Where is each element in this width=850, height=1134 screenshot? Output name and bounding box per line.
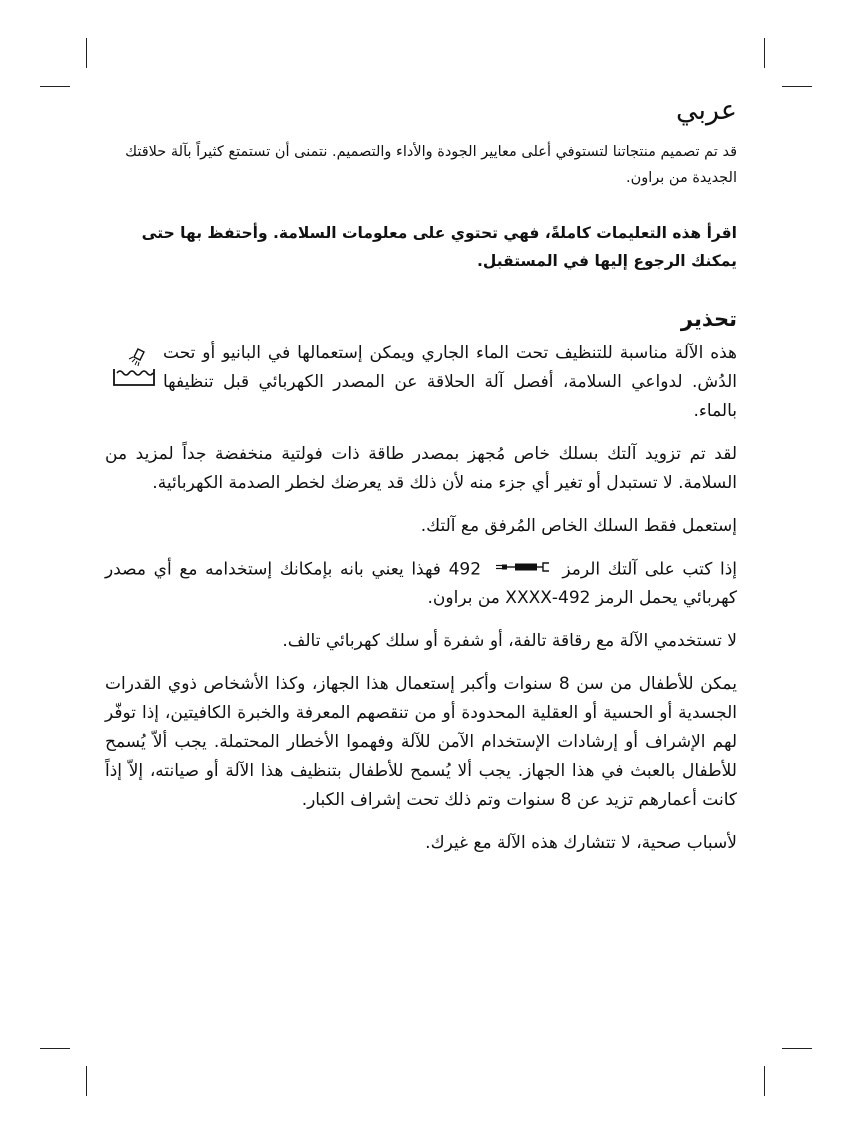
read-instructions-notice: اقرأ هذه التعليمات كاملةً، فهي تحتوي على معلومات السلامة. وأحتفظ بها حتى يمكنك الرجوع إليها في المستقبل.	[141, 224, 737, 271]
arabic-instructions-section	[105, 95, 737, 872]
crop-mark-top-left-horizontal	[40, 86, 70, 87]
washable-warning-row	[105, 339, 737, 426]
crop-mark-bottom-right-vertical	[764, 1066, 765, 1096]
cord-supply-paragraph: لقد تم تزويد آلتك بسلك خاص مُجهز بمصدر طاقة ذات فولتية منخفضة جداً لمزيد من السلامة. لا تستبدل أو تغير أي جزء منه لأن ذلك قد يعرضك لخطر الصدمة الكهربائية.	[105, 443, 737, 493]
crop-mark-bottom-right-horizontal	[782, 1048, 812, 1049]
use-cord-only-paragraph: إستعمل فقط السلك الخاص المُرفق مع آلتك.	[420, 515, 737, 536]
damaged-parts-paragraph: لا تستخدمي الآلة مع رقاقة تالفة، أو شفرة أو سلك كهربائي تالف.	[282, 631, 737, 652]
crop-mark-top-right-vertical	[764, 38, 765, 68]
symbol-text-b: فهذا يعني بانه بإمكانك إستخدامه مع أي مصدر كهربائي يحمل الرمز 492-XXXX من براون.	[105, 559, 737, 609]
language-title: عربي	[675, 95, 737, 126]
symbol-text-a: إذا كتب على آلتك الرمز	[562, 559, 737, 580]
crop-mark-top-left-vertical	[86, 38, 87, 68]
symbol-code: 492	[448, 559, 482, 580]
crop-mark-bottom-left-horizontal	[40, 1048, 70, 1049]
crop-mark-bottom-left-vertical	[86, 1066, 87, 1096]
intro-paragraph: قد تم تصميم منتجاتنا لتستوفي أعلى معايير الجودة والأداء والتصميم. نتمنى أن تستمتع كثيراً بآلة حلاقتك الجديدة من براون.	[125, 144, 737, 187]
crop-mark-top-right-horizontal	[782, 86, 812, 87]
washable-warning-text: هذه الآلة مناسبة للتنظيف تحت الماء الجاري ويمكن إستعمالها في البانيو أو تحت الدُش. لدواعي السلامة، أفصل آلة الحلاقة عن المصدر الكهربائي قبل تنظيفها بالماء.	[163, 342, 737, 421]
children-paragraph: يمكن للأطفال من سن 8 سنوات وأكبر إستعمال هذا الجهاز، وكذا الأشخاص ذوي القدرات الجسدية أو الحسية أو العقلية المحدودة أو من تنقصهم المعرفة والخبرة الكافيتين، إذا توفّر لهم الإشراف أو إرشادات الإستخدام الآمن للآلة وفهموا الأخطار المحتملة. يجب ألاّ يُسمح للأطفال بالعبث في هذا الجهاز. يجب ألا يُسمح للأطفال بتنظيف هذا الآلة أو صيانته، إلاّ إذاً كانت أعمارهم تزيد عن 8 سنوات وتم ذلك تحت إشراف الكبار.	[105, 674, 737, 811]
symbol-paragraph	[105, 555, 737, 614]
plug-connector-symbol-icon	[493, 555, 551, 584]
hygiene-paragraph: لأسباب صحية، لا تتشارك هذه الآلة مع غيرك.	[425, 833, 737, 854]
shower-washable-icon	[105, 343, 163, 393]
warning-heading: تحذير	[680, 307, 737, 332]
